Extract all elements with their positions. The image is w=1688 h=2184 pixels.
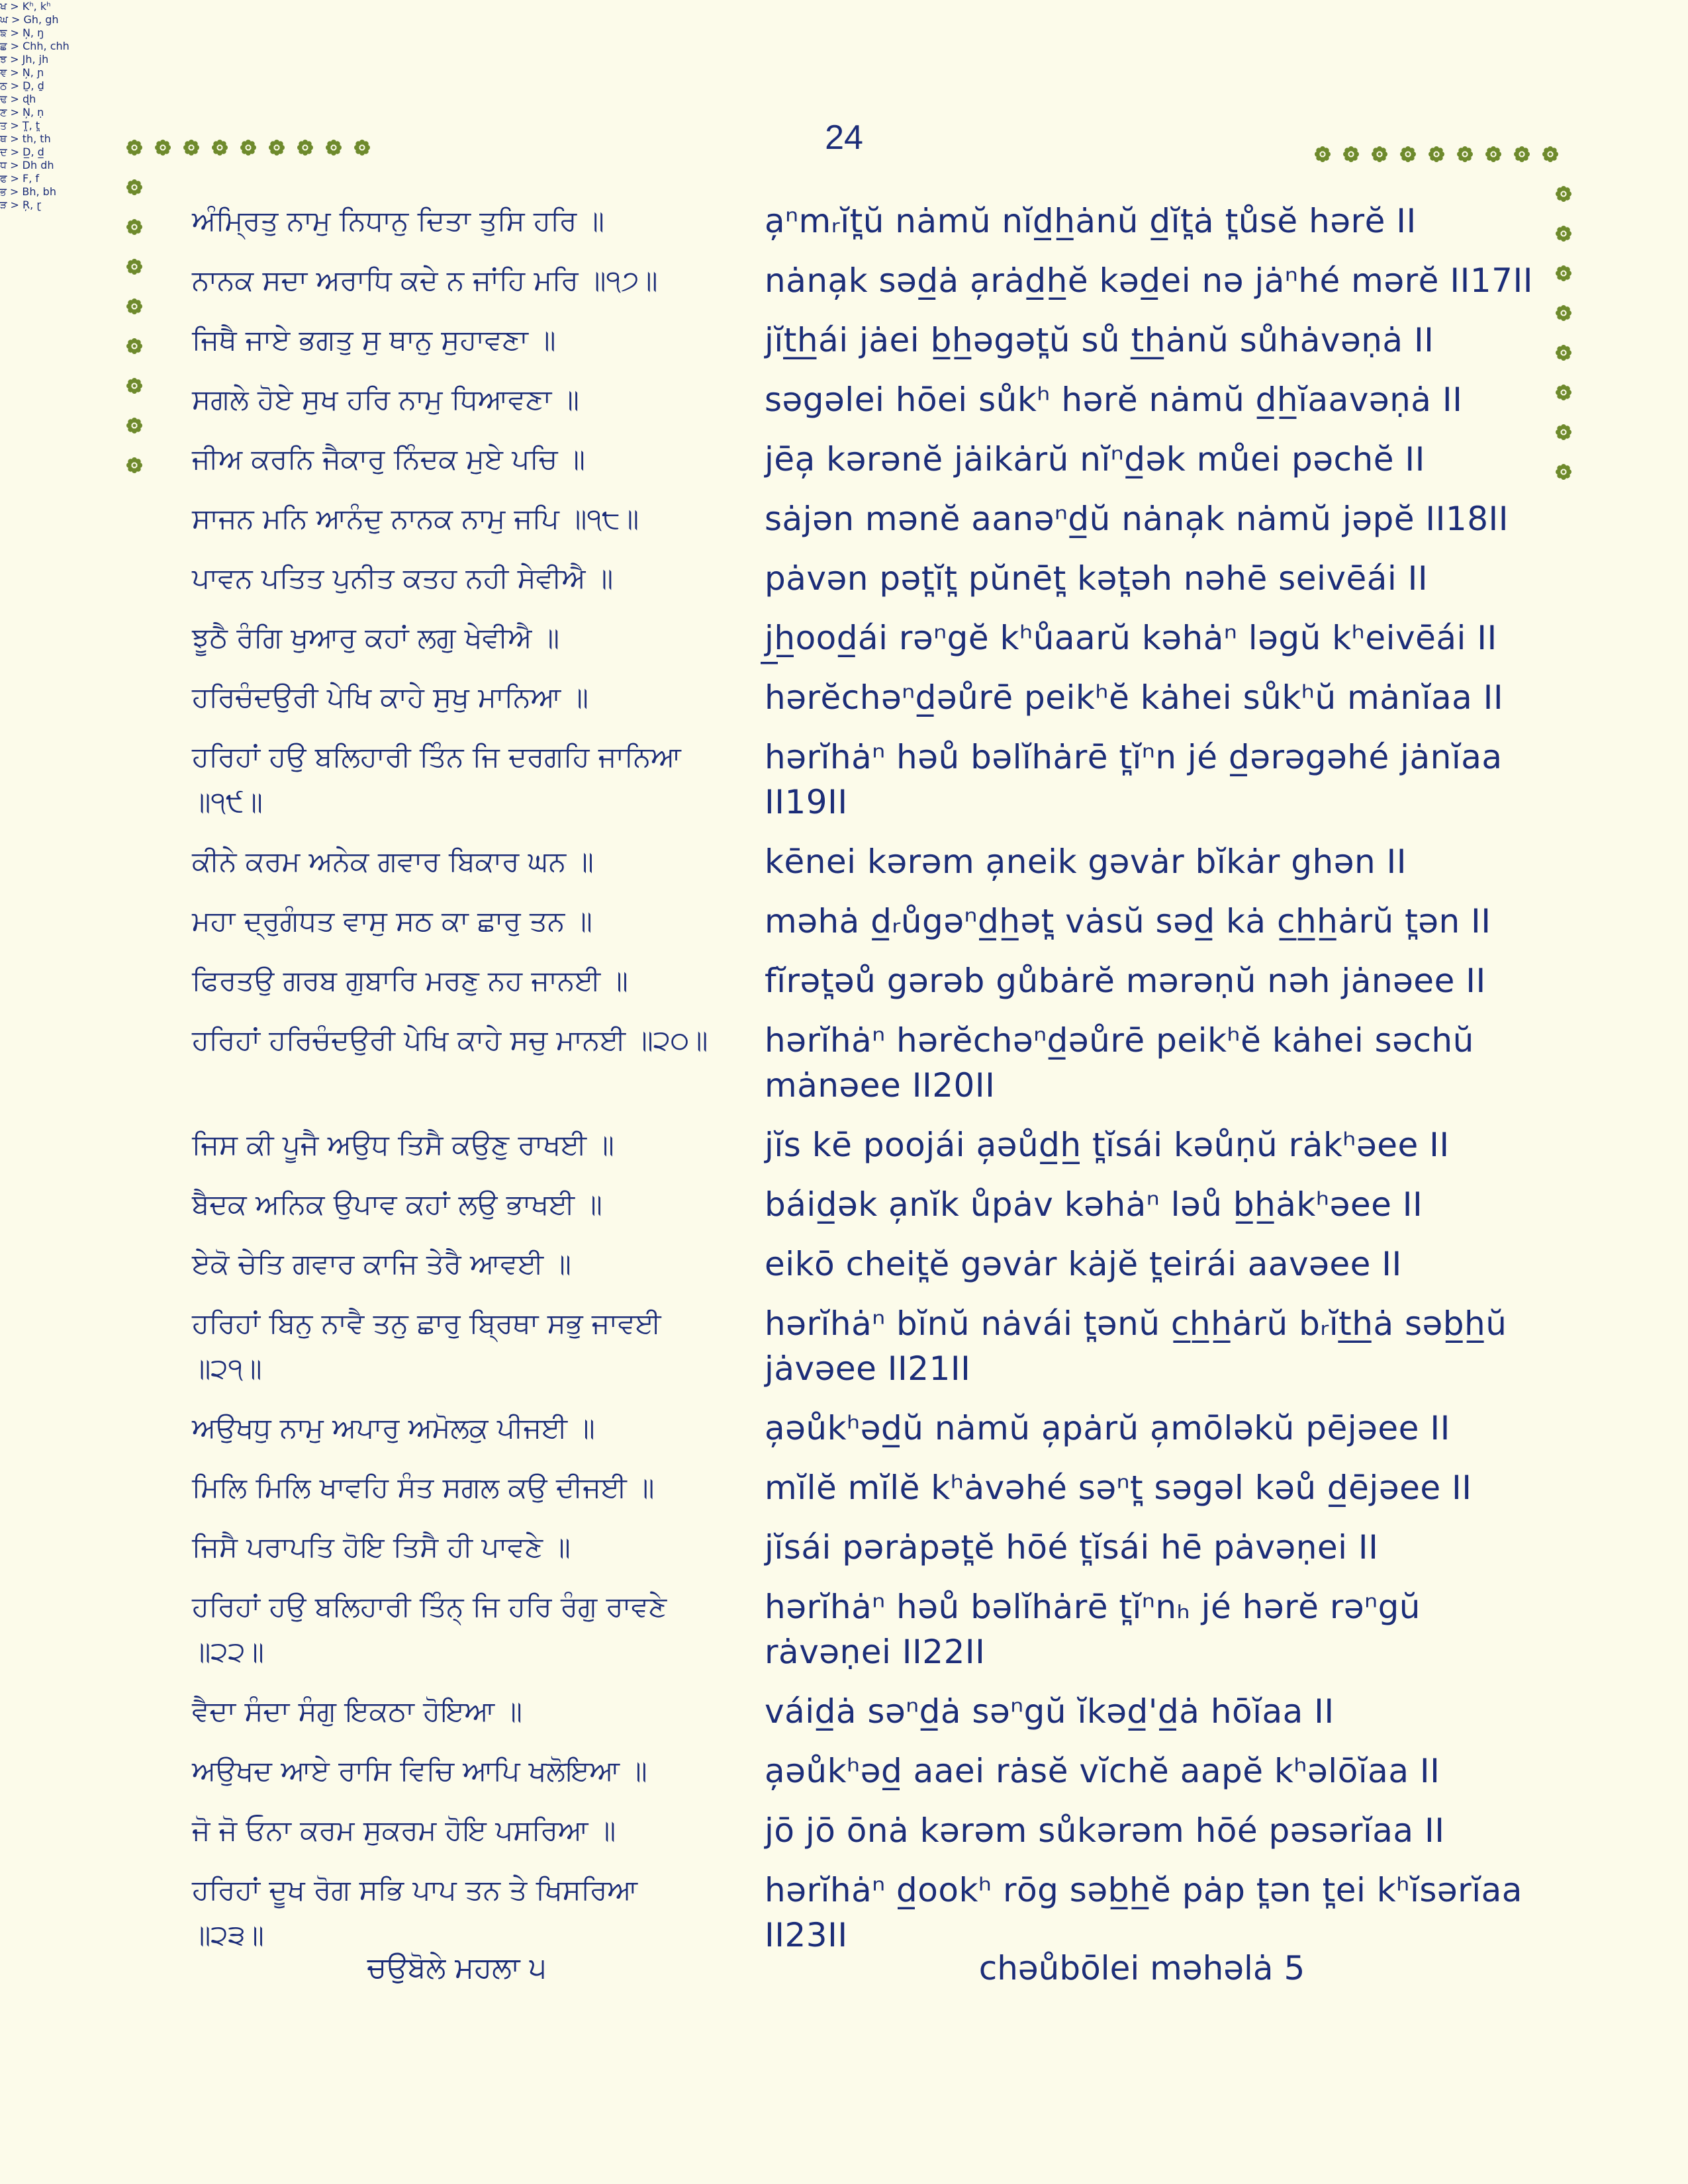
verse-transliteration (765, 1301, 1519, 1391)
legend-entry: ਛ > Chh, chh (0, 40, 70, 52)
verse-gurmukhi-line: ਜੀਅ ਕਰਨਿ ਜੈਕਾਰੁ ਨਿੰਦਕ ਮੁਏ ਪਚਿ ॥ (192, 443, 585, 475)
legend-entry: ਧ > Dh dh (0, 159, 54, 171)
verse-transliteration-line: səgəlei hōei sůkʰ hərĕ nȧmŭ d̲h̲ĭaavəṇȧ II (765, 381, 1463, 419)
verse-gurmukhi-line: ਸਗਲੇ ਹੋਏ ਸੁਖ ਹਰਿ ਨਾਮੁ ਧਿਆਵਣਾ ॥ (192, 383, 579, 416)
verse-gurmukhi-line: ਨਾਨਕ ਸਦਾ ਅਰਾਧਿ ਕਦੇ ਨ ਜਾਂਹਿ ਮਰਿ ॥੧੭॥ (192, 264, 658, 296)
verse-gurmukhi-line: ਵੈਦਾ ਸੰਦਾ ਸੰਗੁ ਇਕਠਾ ਹੋਇਆ ॥ (192, 1695, 522, 1727)
verse-gurmukhi (192, 1808, 722, 1853)
verse-gurmukhi (192, 958, 722, 1003)
verse-gurmukhi (192, 1018, 722, 1063)
verse-transliteration-line: pȧvən pət̪ĭt̪ pŭnēt̪ kət̪əh nəhē seivēái II (765, 559, 1429, 598)
verse-gurmukhi-line: ਕੀਨੇ ਕਰਮ ਅਨੇਕ ਗਵਾਰ ਬਿਕਾਰ ਘਨ ॥ (192, 845, 594, 878)
legend-entry: ੜ > R̦, ɽ (0, 199, 41, 211)
legend-entry: ਖ > Kʰ, kʰ (0, 0, 51, 13)
legend-entry: ਥ > th, th (0, 132, 51, 145)
verse-gurmukhi-line: ਪਾਵਨ ਪਤਿਤ ਪੁਨੀਤ ਕਤਹ ਨਹੀ ਸੇਵੀਐ ॥ (192, 562, 614, 594)
verse-gurmukhi (192, 735, 722, 825)
verse-transliteration-line: hərĕchəⁿd̲əůrē peikʰĕ kȧhei sůkʰŭ mȧnĭaa II (765, 678, 1504, 717)
verse-transliteration (765, 1406, 1519, 1451)
legend-entry: ਣ > N̦, ṇ (0, 106, 44, 118)
verse-transliteration-line: rȧvəṇei II22II (765, 1633, 986, 1671)
verse-transliteration (765, 1808, 1519, 1853)
verse-transliteration (765, 958, 1519, 1003)
verse-transliteration-line: hərĭhȧⁿ həů bəlĭhȧrē t̪ĭⁿn jé d̲ərəgəhé jȧnĭaa (765, 738, 1503, 776)
verse-gurmukhi (192, 318, 722, 363)
verse-transliteration-line: jĭsái pərȧpət̪ĕ hōé t̪ĭsái hē pȧvəṇei II (765, 1528, 1379, 1567)
legend-entry: ਠ > Ḏ, ḏ (0, 79, 44, 92)
verse-gurmukhi (192, 675, 722, 720)
verse-gurmukhi-line: ਏਕੋ ਚੇਤਿ ਗਵਾਰ ਕਾਜਿ ਤੇਰੈ ਆਵਈ ॥ (192, 1248, 571, 1280)
legend-entry: ਤ > T̪, t̪ (0, 119, 40, 132)
verse-transliteration-line: II23II (765, 1916, 848, 1954)
verse-transliteration (765, 437, 1519, 482)
verse-transliteration-line: hərĭhȧⁿ həů bəlĭhȧrē t̪ĭⁿnₕ jé hərĕ rəⁿgŭ (765, 1588, 1421, 1626)
verse-transliteration-line: jō jō ōnȧ kərəm sůkərəm hōé pəsərĭaa II (765, 1811, 1445, 1850)
verse-gurmukhi-line: ਹਰਿਹਾਂ ਬਿਨੁ ਨਾਵੈ ਤਨੁ ਛਾਰੁ ਬ੍ਰਿਥਾ ਸਭੁ ਜਾਵਈ (192, 1307, 661, 1340)
verse-transliteration-line: mȧnəee II20II (765, 1066, 996, 1105)
verse-gurmukhi (192, 437, 722, 482)
legend-entry: ਢ > ɖh (0, 93, 36, 105)
verse-transliteration (765, 1584, 1519, 1674)
verse-transliteration (765, 1018, 1519, 1108)
verse-gurmukhi (192, 1122, 722, 1167)
verse-gurmukhi (192, 1182, 722, 1227)
verse-transliteration (765, 1182, 1519, 1227)
verse-transliteration-line: a̦əůkʰəd̲ŭ nȧmŭ a̦pȧrŭ a̦mōləkŭ pējəee II (765, 1409, 1450, 1447)
verse-gurmukhi (192, 258, 722, 303)
verse-transliteration (765, 1868, 1523, 1958)
verse-transliteration-line: jēa̦ kərənĕ jȧikȧrŭ nĭⁿd̲ək můei pəchĕ II (765, 440, 1425, 478)
verse-transliteration (765, 377, 1519, 422)
verse-transliteration (765, 1749, 1519, 1794)
verse-gurmukhi-line: ਮਿਲਿ ਮਿਲਿ ਖਾਵਹਿ ਸੰਤ ਸਗਲ ਕਉ ਦੀਜਈ ॥ (192, 1471, 655, 1504)
verse-gurmukhi (192, 1465, 722, 1510)
verse-gurmukhi-line: ਅਉਖਧੁ ਨਾਮੁ ਅਪਾਰੁ ਅਮੋਲਕੁ ਪੀਜਈ ॥ (192, 1412, 595, 1444)
verse-gurmukhi (192, 1749, 722, 1794)
verse-transliteration-line: jĭt̲h̲ái jȧei b̲h̲əgət̪ŭ sů t̲h̲ȧnŭ sůhȧvəṇȧ II (765, 321, 1434, 359)
verse-transliteration-line: jȧvəee II21II (765, 1349, 971, 1388)
verse-transliteration (765, 899, 1519, 944)
verse-transliteration-line: j̲h̲ood̲ái rəⁿgĕ kʰůaarŭ kəhȧⁿ ləgŭ kʰeivēái II (765, 619, 1497, 657)
verse-gurmukhi (192, 1584, 722, 1674)
verse-transliteration (765, 1689, 1519, 1734)
verse-transliteration (765, 318, 1519, 363)
legend-entry: ਘ > Gh, gh (0, 13, 59, 26)
verse-gurmukhi (192, 1689, 722, 1734)
verse-transliteration-line: báid̲ək a̦nĭk ůpȧv kəhȧⁿ ləů b̲h̲ȧkʰəee II (765, 1185, 1423, 1224)
verse-transliteration (765, 1242, 1519, 1287)
verse-gurmukhi-line: ਹਰਿਹਾਂ ਹਰਿਚੰਦਉਰੀ ਪੇਖਿ ਕਾਹੇ ਸਚੁ ਮਾਨਈ ॥੨੦॥ (192, 1024, 708, 1056)
legend-entry: ਫ > F, f (0, 172, 40, 185)
verse-transliteration (765, 496, 1519, 541)
verse-gurmukhi-line: ਹਰਿਹਾਂ ਹਉ ਬਲਿਹਾਰੀ ਤਿੰਨ ਜਿ ਦਰਗਹਿ ਜਾਨਿਆ (192, 741, 681, 773)
verse-gurmukhi (192, 615, 722, 660)
verse-transliteration-line: məhȧ d̲ᵣůgəⁿd̲h̲ət̪ vȧsŭ səd̲ kȧ c̲h̲h̲ȧrŭ t̪ən II (765, 902, 1491, 940)
verse-transliteration-line: mĭlĕ mĭlĕ kʰȧvəhé səⁿt̪ səgəl kəů d̲ējəee II (765, 1469, 1472, 1507)
verse-transliteration (765, 839, 1519, 884)
verse-transliteration (765, 1525, 1519, 1570)
verse-gurmukhi-line: ਫਿਰਤਉ ਗਰਬ ਗੁਬਾਰਿ ਮਰਣੁ ਨਹ ਜਾਨਈ ॥ (192, 964, 628, 997)
verse-gurmukhi-line: ਹਰਿਹਾਂ ਦੂਖ ਰੋਗ ਸਭਿ ਪਾਪ ਤਨ ਤੇ ਖਿਸਰਿਆ (192, 1874, 638, 1906)
verse-transliteration-line: eikō cheit̪ĕ gəvȧr kȧjĕ t̪eirái aavəee II (765, 1245, 1402, 1283)
verse-transliteration (765, 615, 1519, 660)
verse-gurmukhi-line: ਹਰਿਹਾਂ ਹਉ ਬਲਿਹਾਰੀ ਤਿੰਨ੍ ਜਿ ਹਰਿ ਰੰਗੁ ਰਾਵਣੇ (192, 1590, 667, 1623)
verse-gurmukhi-line: ॥੨੧॥ (192, 1352, 262, 1385)
section-heading-transliteration: chəůbōlei məhəlȧ 5 (978, 1949, 1305, 1987)
verse-transliteration (765, 735, 1519, 825)
verse-gurmukhi (192, 556, 722, 601)
verse-gurmukhi-line: ਜੋ ਜੋ ਓਨਾ ਕਰਮ ਸੁਕਰਮ ਹੋਇ ਪਸਰਿਆ ॥ (192, 1814, 616, 1846)
verse-gurmukhi-line: ਬੈਦਕ ਅਨਿਕ ਉਪਾਵ ਕਹਾਂ ਲਉ ਭਾਖਈ ॥ (192, 1188, 602, 1220)
verse-gurmukhi-line: ਝੂਠੈ ਰੰਗਿ ਖੁਆਰੁ ਕਹਾਂ ਲਗੁ ਖੇਵੀਐ ॥ (192, 621, 560, 654)
verse-transliteration (765, 675, 1519, 720)
verse-gurmukhi (192, 199, 722, 244)
verse-gurmukhi-line: ॥੨੨॥ (192, 1635, 264, 1668)
legend-entry: ਭ > Bh, bh (0, 185, 56, 198)
verse-gurmukhi-line: ਅਉਖਦ ਆਏ ਰਾਸਿ ਵਿਚਿ ਆਪਿ ਖਲੋਇਆ ॥ (192, 1754, 647, 1787)
verse-transliteration-line: hərĭhȧⁿ hərĕchəⁿd̲əůrē peikʰĕ kȧhei səchŭ (765, 1021, 1474, 1060)
verse-transliteration (765, 1465, 1519, 1510)
page-number: 24 (825, 118, 863, 157)
verse-gurmukhi (192, 496, 722, 541)
verse-gurmukhi-line: ਜਿਥੈ ਜਾਏ ਭਗਤੁ ਸੁ ਥਾਨੁ ਸੁਹਾਵਣਾ ॥ (192, 324, 556, 356)
verse-gurmukhi-line: ਹਰਿਚੰਦਉਰੀ ਪੇਖਿ ਕਾਹੇ ਸੁਖੁ ਮਾਨਿਆ ॥ (192, 681, 588, 713)
verse-transliteration-line: sȧjən mənĕ aanəⁿd̲ŭ nȧna̦k nȧmŭ jəpĕ II18II (765, 500, 1509, 538)
verse-transliteration-line: hərĭhȧⁿ d̲ookʰ rōg səb̲h̲ĕ pȧp t̪ən t̪ei kʰĭsərĭaa (765, 1871, 1523, 1909)
verse-transliteration-line: fĭrət̪əů gərəb gůbȧrĕ mərəṇŭ nəh jȧnəee II (765, 962, 1486, 1000)
legend-entry: ਦ > D̲, d̲ (0, 146, 44, 158)
verse-gurmukhi-line: ॥੧੯॥ (192, 786, 263, 818)
verse-gurmukhi (192, 1406, 722, 1451)
verse-gurmukhi-line: ਮਹਾ ਦ੍ਰੁਗੰਧਤ ਵਾਸੁ ਸਠ ਕਾ ਛਾਰੁ ਤਨ ॥ (192, 905, 592, 937)
verse-transliteration-line: nȧna̦k səd̲ȧ a̦rȧd̲h̲ĕ kəd̲ei nə jȧⁿhé mərĕ II17II (765, 261, 1533, 300)
verse-transliteration (765, 556, 1519, 601)
verse-gurmukhi (192, 1242, 722, 1287)
verse-transliteration-line: a̦əůkʰəd̲ aaei rȧsĕ vĭchĕ aapĕ kʰəlōĭaa II (765, 1752, 1440, 1790)
legend-entry: ਝ > Jh, jh (0, 53, 49, 66)
verse-gurmukhi (192, 899, 722, 944)
verse-gurmukhi-line: ਜਿਸੈ ਪਰਾਪਤਿ ਹੋਇ ਤਿਸੈ ਹੀ ਪਾਵਣੇ ॥ (192, 1531, 571, 1563)
legend-entry: ਙ > N̦, ŋ (0, 26, 44, 39)
verse-gurmukhi (192, 1525, 722, 1570)
verse-transliteration-line: hərĭhȧⁿ bĭnŭ nȧvái t̪ənŭ c̲h̲h̲ȧrŭ bᵣĭt̲h̲ȧ səb̲h̲ŭ (765, 1304, 1507, 1343)
verse-gurmukhi (192, 1868, 722, 1958)
verse-transliteration-line: II19II (765, 783, 848, 821)
verse-gurmukhi (192, 839, 722, 884)
verse-gurmukhi (192, 1301, 722, 1391)
verse-gurmukhi-line: ਜਿਸ ਕੀ ਪੂਜੈ ਅਉਧ ਤਿਸੈ ਕਉਣੁ ਰਾਖਈ ॥ (192, 1128, 614, 1161)
verse-transliteration (765, 1122, 1519, 1167)
legend-entry: ਞ > N̦, ɲ (0, 66, 44, 79)
verse-gurmukhi (192, 377, 722, 422)
verse-transliteration-line: jĭs kē poojái a̦əůd̲h̲ t̪ĭsái kəůṇŭ rȧkʰəee II (765, 1126, 1450, 1164)
verse-transliteration-line: a̦ⁿmᵣĭt̪ŭ nȧmŭ nĭd̲h̲ȧnŭ d̲ĭt̪ȧ t̪ůsĕ hərĕ II (765, 202, 1417, 240)
verse-transliteration-line: váid̲ȧ səⁿd̲ȧ səⁿgŭ ĭkəd̲'d̲ȧ hōĭaa II (765, 1692, 1335, 1731)
verse-transliteration-line: kēnei kərəm a̦neik gəvȧr bĭkȧr ghən II (765, 842, 1407, 881)
verse-gurmukhi-line: ਅੰਮ੍ਰਿਤੁ ਨਾਮੁ ਨਿਧਾਨੁ ਦਿਤਾ ਤੁਸਿ ਹਰਿ ॥ (192, 205, 604, 237)
verse-gurmukhi-line: ਸਾਜਨ ਮਨਿ ਆਨੰਦੁ ਨਾਨਕ ਨਾਮੁ ਜਪਿ ॥੧੮॥ (192, 502, 639, 535)
verse-gurmukhi-line: ॥੨੩॥ (192, 1919, 264, 1951)
section-heading-gurmukhi: ਚਉਬੋਲੇ ਮਹਲਾ ੫ (367, 1951, 547, 1985)
verse-transliteration (765, 258, 1533, 303)
verse-transliteration (765, 199, 1519, 244)
